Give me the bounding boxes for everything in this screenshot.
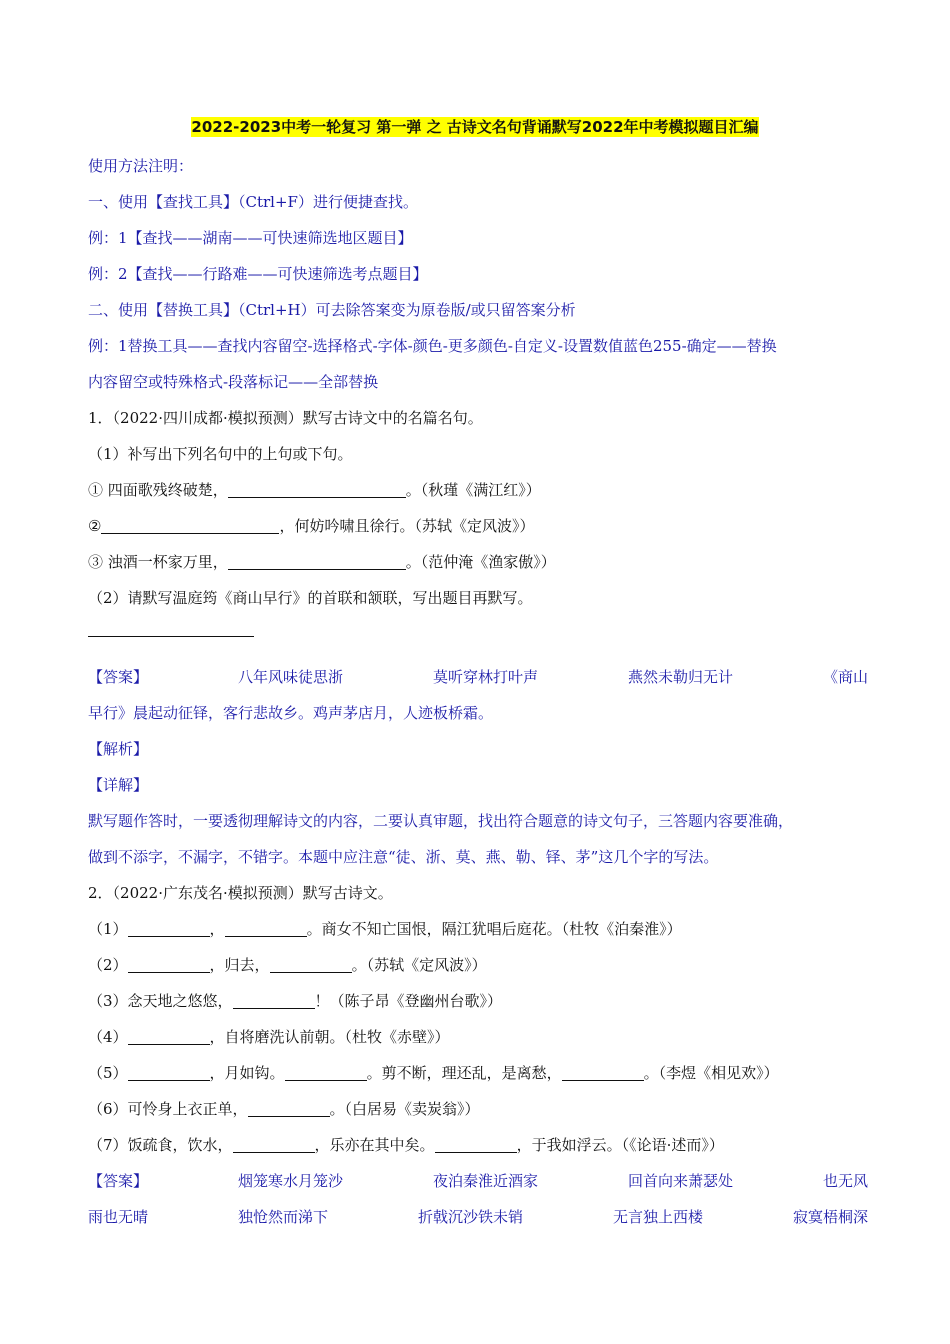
answer-blank <box>228 553 406 570</box>
answer-item: 也无风 <box>822 1172 868 1190</box>
answer-item: 莫听穿林打叶声 <box>432 668 538 686</box>
q2-item-7: （7）饭疏食，饮水， ，乐亦在其中矣。 ，于我如浮云。（《论语·述而》） <box>88 1136 724 1154</box>
answer-blank <box>285 1064 367 1081</box>
usage-line-3: 例：2【查找——行路难——可快速筛选考点题目】 <box>88 265 428 283</box>
usage-heading: 使用方法注明： <box>88 157 194 175</box>
answer-item: 燕然未勒归无计 <box>627 668 733 686</box>
q1-stem: 1．（2022·四川成都·模拟预测）默写古诗文中的名篇名句。 <box>88 409 483 427</box>
q2-answer-row-1 <box>88 1163 868 1199</box>
q1-answer-row <box>88 659 868 695</box>
q2-item-5: （5） ，月如钩。 。剪不断，理还乱，是离愁， 。（李煜《相见欢》） <box>88 1064 779 1082</box>
q1-detail-line-2: 做到不添字，不漏字，不错字。本题中应注意“徒、浙、莫、燕、勒、铎、茅”这几个字的写法。 <box>88 848 719 866</box>
answer-blank <box>228 481 406 498</box>
q1-item-2: ② ，何妨吟啸且徐行。（苏轼《定风波》） <box>88 517 535 535</box>
q1-detail-line-1: 默写题作答时，一要透彻理解诗文的内容，二要认真审题，找出符合题意的诗文句子，三答题内容要准确， <box>88 812 794 830</box>
answer-item: 雨也无晴 <box>88 1208 149 1226</box>
answer-item: 寂寞梧桐深 <box>792 1208 868 1226</box>
q2-item-2: （2） ，归去， 。（苏轼《定风波》） <box>88 956 487 974</box>
answer-blank <box>562 1064 644 1081</box>
q2-stem: 2．（2022·广东茂名·模拟预测）默写古诗文。 <box>88 884 393 902</box>
answer-item: 八年风味徒思浙 <box>237 668 343 686</box>
answer-blank <box>128 920 210 937</box>
usage-line-5a: 例：1替换工具——查找内容留空-选择格式-字体-颜色-更多颜色-自定义-设置数值蓝色255-确定——替换 <box>88 337 777 355</box>
q1-part2: （2）请默写温庭筠《商山早行》的首联和颔联，写出题目再默写。 <box>88 589 533 607</box>
answer-item: 折戟沉沙铁未销 <box>417 1208 523 1226</box>
q1-analysis-label: 【解析】 <box>88 740 149 758</box>
answer-label: 【答案】 <box>88 1172 149 1190</box>
q2-item-3: （3）念天地之悠悠， ！（陈子昂《登幽州台歌》） <box>88 992 503 1010</box>
document-body <box>88 148 868 1235</box>
q2-item-4: （4） ，自将磨洗认前朝。（杜牧《赤壁》） <box>88 1028 450 1046</box>
q2-answer-row-2 <box>88 1199 868 1235</box>
answer-blank <box>435 1136 517 1153</box>
usage-line-5b: 内容留空或特殊格式-段落标记——全部替换 <box>88 373 379 391</box>
answer-item: 回首向来萧瑟处 <box>627 1172 733 1190</box>
answer-blank <box>233 992 315 1009</box>
answer-blank <box>128 1064 210 1081</box>
answer-item: 无言独上西楼 <box>612 1208 703 1226</box>
answer-item: 烟笼寒水月笼沙 <box>237 1172 343 1190</box>
answer-blank <box>128 956 210 973</box>
answer-blank <box>233 1136 315 1153</box>
answer-label: 【答案】 <box>88 668 149 686</box>
q2-item-1: （1） ， 。商女不知亡国恨，隔江犹唱后庭花。（杜牧《泊秦淮》） <box>88 920 682 938</box>
answer-item: 《商山 <box>822 668 868 686</box>
answer-blank <box>248 1100 330 1117</box>
answer-blank <box>128 1028 210 1045</box>
q1-part1: （1）补写出下列名句中的上句或下句。 <box>88 445 353 463</box>
q1-detail-label: 【详解】 <box>88 776 149 794</box>
answer-item: 独怆然而涕下 <box>237 1208 328 1226</box>
usage-line-2: 例：1【查找——湖南——可快速筛选地区题目】 <box>88 229 413 247</box>
usage-line-4: 二、使用【替换工具】（Ctrl+H）可去除答案变为原卷版/或只留答案分析 <box>88 301 576 319</box>
q2-item-6: （6）可怜身上衣正单， 。（白居易《卖炭翁》） <box>88 1100 480 1118</box>
q1-item-1: ① 四面歌残终破楚， 。（秋瑾《满江红》） <box>88 481 541 499</box>
document-title: 2022-2023中考一轮复习 第一弹 之 古诗文名句背诵默写2022年中考模拟题目汇编 <box>191 118 759 136</box>
usage-line-1: 一、使用【查找工具】（Ctrl+F）进行便捷查找。 <box>88 193 418 211</box>
answer-blank <box>225 920 307 937</box>
q1-answer-continued: 早行》晨起动征铎，客行悲故乡。鸡声茅店月，人迹板桥霜。 <box>88 704 494 722</box>
answer-blank <box>101 517 279 534</box>
q1-answer-line <box>88 616 254 637</box>
answer-blank <box>270 956 352 973</box>
q1-item-3: ③ 浊酒一杯家万里， 。（范仲淹《渔家傲》） <box>88 553 556 571</box>
answer-item: 夜泊秦淮近酒家 <box>432 1172 538 1190</box>
